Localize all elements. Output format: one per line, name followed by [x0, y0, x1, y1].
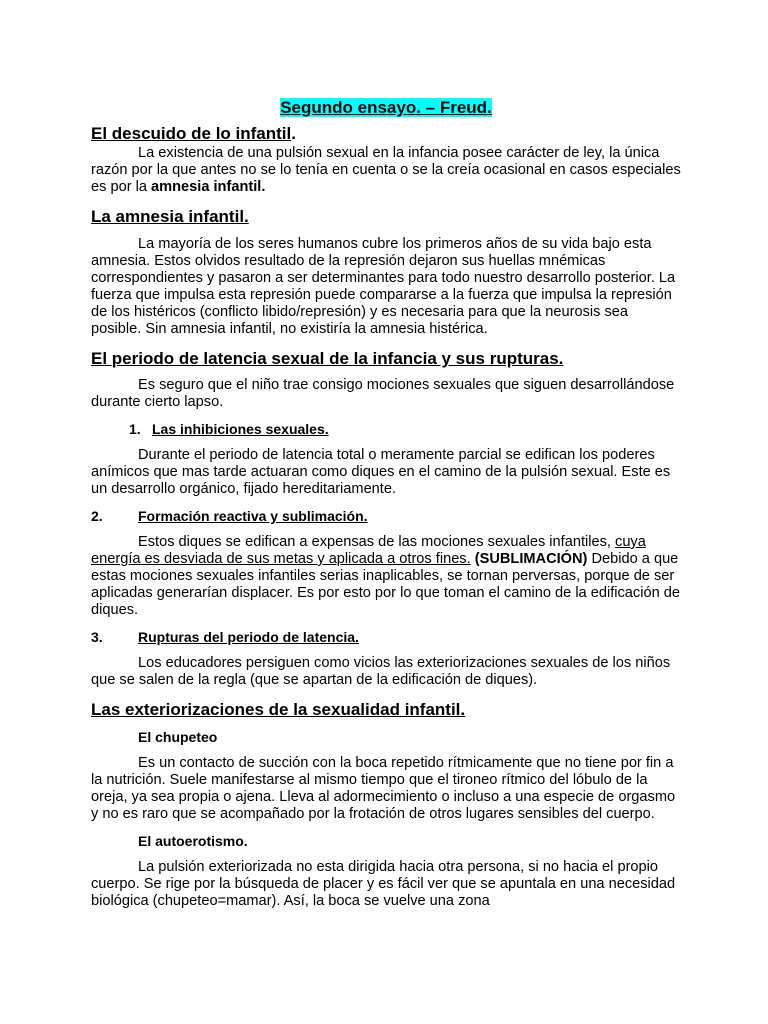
paragraph-autoerotismo: La pulsión exteriorizada no esta dirigida hacia otra persona, si no hacia el propio cuerpo. Se rige por la búsqueda de placer y es fácil ver que se apuntala en una necesidad biológica (chupeteo=mamar). Así, la boca se vuelve una zona	[91, 859, 676, 909]
subheading-inhibiciones-label: Las inhibiciones sexuales.	[152, 421, 329, 437]
heading-descuido-dot: .	[291, 124, 296, 143]
paragraph-formacion-text-d: Debido a que estas mociones sexuales infantiles serias inaplicables, se tornan perversas, porque de ser aplicadas generarían displacer. Es por esto por lo que toman el camino de la edificación de diques.	[91, 551, 680, 618]
paragraph-formacion-text-a: Estos diques se edifican a expensas de las mociones sexuales infantiles,	[138, 534, 616, 550]
document-page	[91, 97, 681, 910]
paragraph-amnesia: La mayoría de los seres humanos cubre los primeros años de su vida bajo esta amnesia. Estos olvidos resultado de la represión dejaron sus huellas mnémicas correspondientes y pasaron a ser determinantes para todo nuestro desarrollo posterior. La fuerza que impulsa esta represión puede compararse a la fuerza que impulsa la represión de los histéricos (conflicto libido/represión) y es necesaria para que la neurosis sea posible. Sin amnesia infantil, no existiría la amnesia histérica.	[91, 236, 676, 337]
subheading-rupturas	[91, 628, 681, 646]
subheading-rupturas-number: 3.	[91, 629, 103, 645]
paragraph-descuido	[91, 145, 681, 196]
heading-amnesia-infantil: La amnesia infantil.	[91, 207, 249, 226]
subheading-formacion-number: 2.	[91, 508, 103, 524]
heading-periodo-latencia: El periodo de latencia sexual de la infancia y sus rupturas.	[91, 349, 564, 368]
heading-exteriorizaciones: Las exteriorizaciones de la sexualidad infantil.	[91, 700, 466, 719]
subheading-formacion-label: Formación reactiva y sublimación.	[138, 508, 368, 524]
heading-descuido-text: El descuido de lo infantil	[91, 124, 292, 143]
paragraph-chupeteo: Es un contacto de succión con la boca repetido rítmicamente que no tiene por fin a la nutrición. Suele manifestarse al mismo tiempo que el tironeo rítmico del lóbulo de la oreja, ya sea propia o ajena. Lleva al adormecimiento o incluso a una especie de orgasmo y no es raro que se acompañado por la frotación de otros lugares sensibles del cuerpo.	[91, 755, 676, 822]
term-amnesia-infantil: amnesia infantil.	[151, 179, 266, 195]
paragraph-formacion-reactiva	[91, 534, 681, 619]
subheading-autoerotismo: El autoerotismo.	[138, 833, 248, 849]
term-sublimacion: (SUBLIMACIÓN)	[470, 551, 588, 567]
document-title	[91, 97, 681, 119]
subheading-rupturas-label: Rupturas del periodo de latencia.	[138, 629, 359, 645]
paragraph-rupturas: Los educadores persiguen como vicios las exteriorizaciones sexuales de los niños que se salen de la regla (que se apartan de la edificación de diques).	[91, 655, 671, 688]
subheading-formacion-reactiva	[91, 507, 681, 525]
paragraph-descuido-text: La existencia de una pulsión sexual en la infancia posee carácter de ley, la única razón por la que antes no se lo tenía en cuenta o se la creía ocasional en casos especiales es por la	[91, 145, 681, 195]
paragraph-inhibiciones: Durante el periodo de latencia total o meramente parcial se edifican los poderes anímicos que mas tarde actuaran como diques en el camino de la pulsión sexual. Este es un desarrollo orgánico, fijado hereditariamente.	[91, 447, 671, 497]
subheading-inhibiciones	[91, 420, 681, 438]
heading-descuido-infantil	[91, 123, 681, 145]
subheading-inhibiciones-number: 1.	[129, 421, 141, 437]
paragraph-formacion-underlined: cuya energía es desviada de sus metas y aplicada a otros fines.	[91, 534, 646, 567]
paragraph-latencia-intro: Es seguro que el niño trae consigo mociones sexuales que siguen desarrollándose durante cierto lapso.	[91, 377, 675, 410]
document-title-text: Segundo ensayo. – Freud.	[280, 98, 492, 117]
subheading-chupeteo: El chupeteo	[138, 729, 218, 745]
